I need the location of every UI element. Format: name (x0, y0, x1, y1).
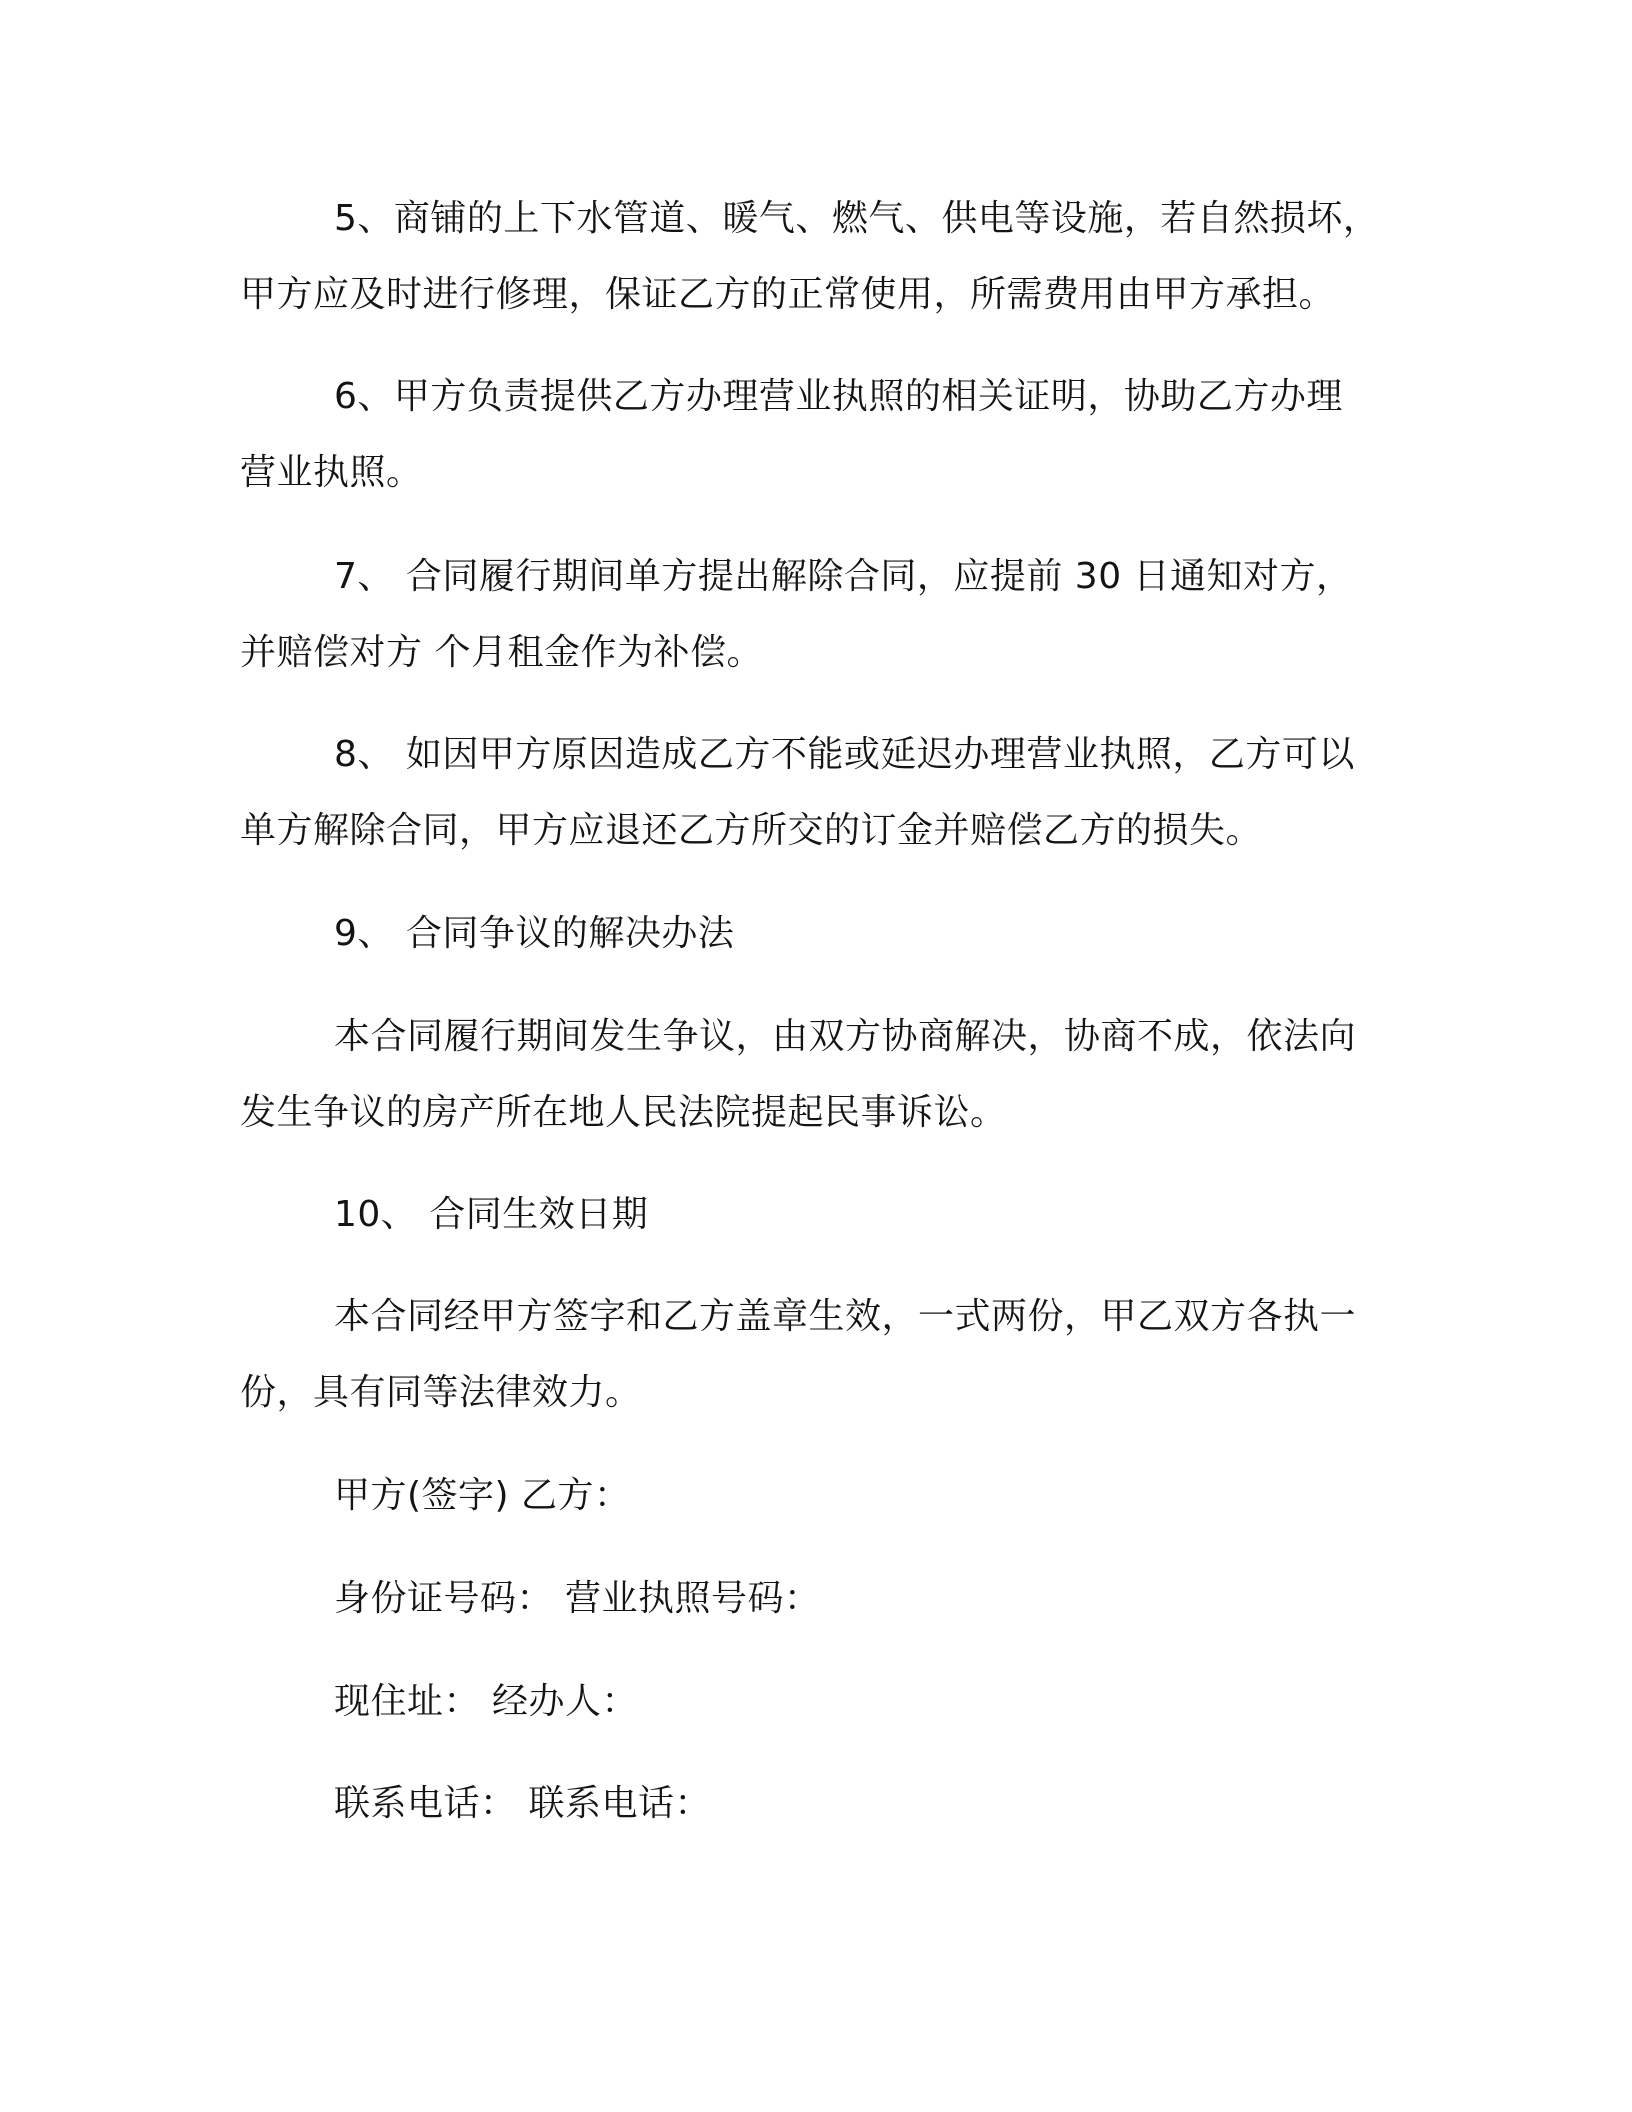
dispute-paragraph-line-2: 发生争议的房产所在地人民法院提起民事诉讼。 (240, 1092, 1007, 1133)
clause-7-line-1: 7、 合同履行期间单方提出解除合同，应提前 30 日通知对方， (334, 556, 1353, 597)
clause-5-line-2: 甲方应及时进行修理，保证乙方的正常使用，所需费用由甲方承担。 (240, 274, 1336, 315)
clause-9-heading: 9、 合同争议的解决办法 (334, 913, 735, 954)
clause-6-line-1: 6、甲方负责提供乙方办理营业执照的相关证明，协助乙方办理 (334, 376, 1343, 417)
signature-address-line: 现住址： 经办人： (334, 1681, 638, 1722)
signature-phone-line: 联系电话： 联系电话： (334, 1783, 711, 1824)
clause-8-line-1: 8、 如因甲方原因造成乙方不能或延迟办理营业执照，乙方可以 (334, 734, 1355, 775)
clause-10-heading: 10、 合同生效日期 (334, 1194, 649, 1235)
clause-8-line-2: 单方解除合同，甲方应退还乙方所交的订金并赔偿乙方的损失。 (240, 810, 1263, 851)
clause-7-line-2: 并赔偿对方 个月租金作为补偿。 (240, 632, 763, 673)
signature-party-line: 甲方(签字) 乙方： (334, 1475, 631, 1516)
dispute-paragraph-line-1: 本合同履行期间发生争议，由双方协商解决，协商不成，依法向 (334, 1016, 1357, 1057)
signature-id-line: 身份证号码： 营业执照号码： (334, 1578, 821, 1619)
clause-5-line-1: 5、商铺的上下水管道、暖气、燃气、供电等设施，若自然损坏， (334, 198, 1380, 239)
effective-paragraph-line-2: 份，具有同等法律效力。 (240, 1372, 642, 1413)
clause-6-line-2: 营业执照。 (240, 452, 423, 493)
effective-paragraph-line-1: 本合同经甲方签字和乙方盖章生效，一式两份，甲乙双方各执一 (334, 1296, 1357, 1337)
